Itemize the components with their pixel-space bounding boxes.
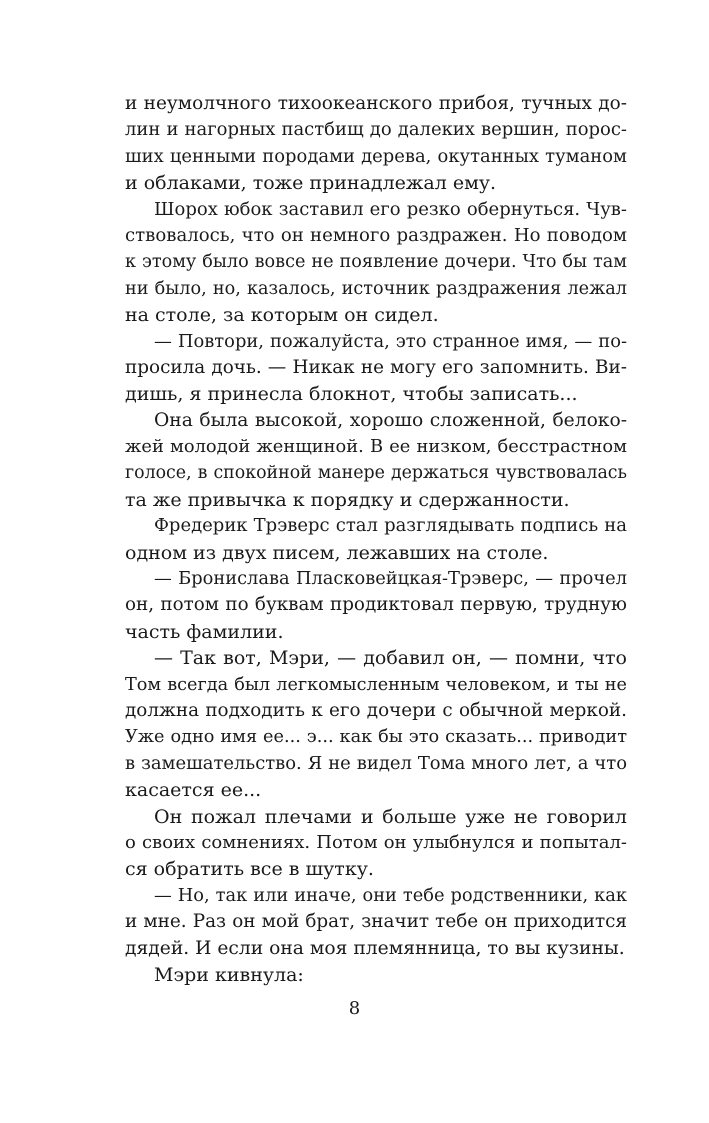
text-line: ствовалось, что он немного раздражен. Но поводом (125, 224, 627, 246)
page-number: 8 (348, 998, 361, 1019)
text-line: одном из двух писем, лежавших на столе. (125, 541, 549, 564)
text-line: и неумолчного тихоокеанского прибоя, тучных до- (125, 93, 627, 114)
text-line: просила дочь. — Никак не могу его запомнить. Ви- (125, 356, 627, 378)
text-line: касается ее... (125, 779, 262, 802)
text-line: лин и нагорных пастбищ до далеких вершин, порос- (125, 119, 627, 141)
text-line: — Так вот, Мэри, — добавил он, — помни, что (154, 647, 627, 670)
body-text (125, 91, 627, 988)
text-line: — Но, так или иначе, они тебе родственники, как (154, 884, 627, 906)
text-line: жей молодой женщиной. В ее низком, бесстрастном (125, 436, 627, 458)
text-line: на столе, за которым он сидел. (125, 304, 439, 327)
text-line: — Повтори, пожалуйста, это странное имя, — по- (154, 330, 627, 352)
text-line: о своих сомнениях. Потом он улыбнулся и попытал- (125, 831, 627, 853)
text-line: он, потом по буквам продиктовал первую, трудную (125, 594, 627, 616)
text-line: и облаками, тоже принадлежал ему. (125, 172, 497, 195)
text-line: Она была высокой, хорошо сложенной, белоко- (154, 409, 627, 431)
text-line: к этому было вовсе не появление дочери. Что бы там (125, 252, 627, 273)
text-line: Фредерик Трэверс стал разглядывать подпись на (154, 515, 627, 537)
text-line: часть фамилии. (125, 620, 284, 643)
text-line: та же привычка к порядку и сдержанности. (125, 488, 570, 511)
text-line: дишь, я принесла блокнот, чтобы записать... (125, 383, 578, 406)
text-line: — Брониславa Пласковейцкая-Трэверс, — прочел (154, 568, 627, 590)
text-line: Мэри кивнула: (154, 963, 304, 986)
text-line: Он пожал плечами и больше уже не говорил (154, 805, 627, 828)
text-line: должна подходить к его дочери с обычной меркой. (125, 699, 627, 721)
text-line: Том всегда был легкомысленным человеком, и ты не (125, 674, 627, 695)
text-line: в замешательство. Я не видел Тома много лет, а что (125, 752, 627, 774)
text-line: и мне. Раз он мой брат, значит тебе он приходится (125, 911, 627, 933)
text-line: ся обратить все в шутку. (125, 858, 374, 881)
text-line: Уже одно имя ее... э... как бы это сказать... приводит (125, 727, 627, 748)
text-line: Шорох юбок заставил его резко обернуться. Чув- (154, 198, 627, 220)
text-line: дядей. И если она моя племянница, то вы кузины. (125, 937, 625, 959)
text-line: голосе, в спокойной манере держаться чувствовалась (125, 463, 627, 484)
text-line: ни было, но, казалось, источник раздражения лежал (125, 278, 627, 299)
text-line: ших ценными породами дерева, окутанных туманом (125, 145, 627, 167)
